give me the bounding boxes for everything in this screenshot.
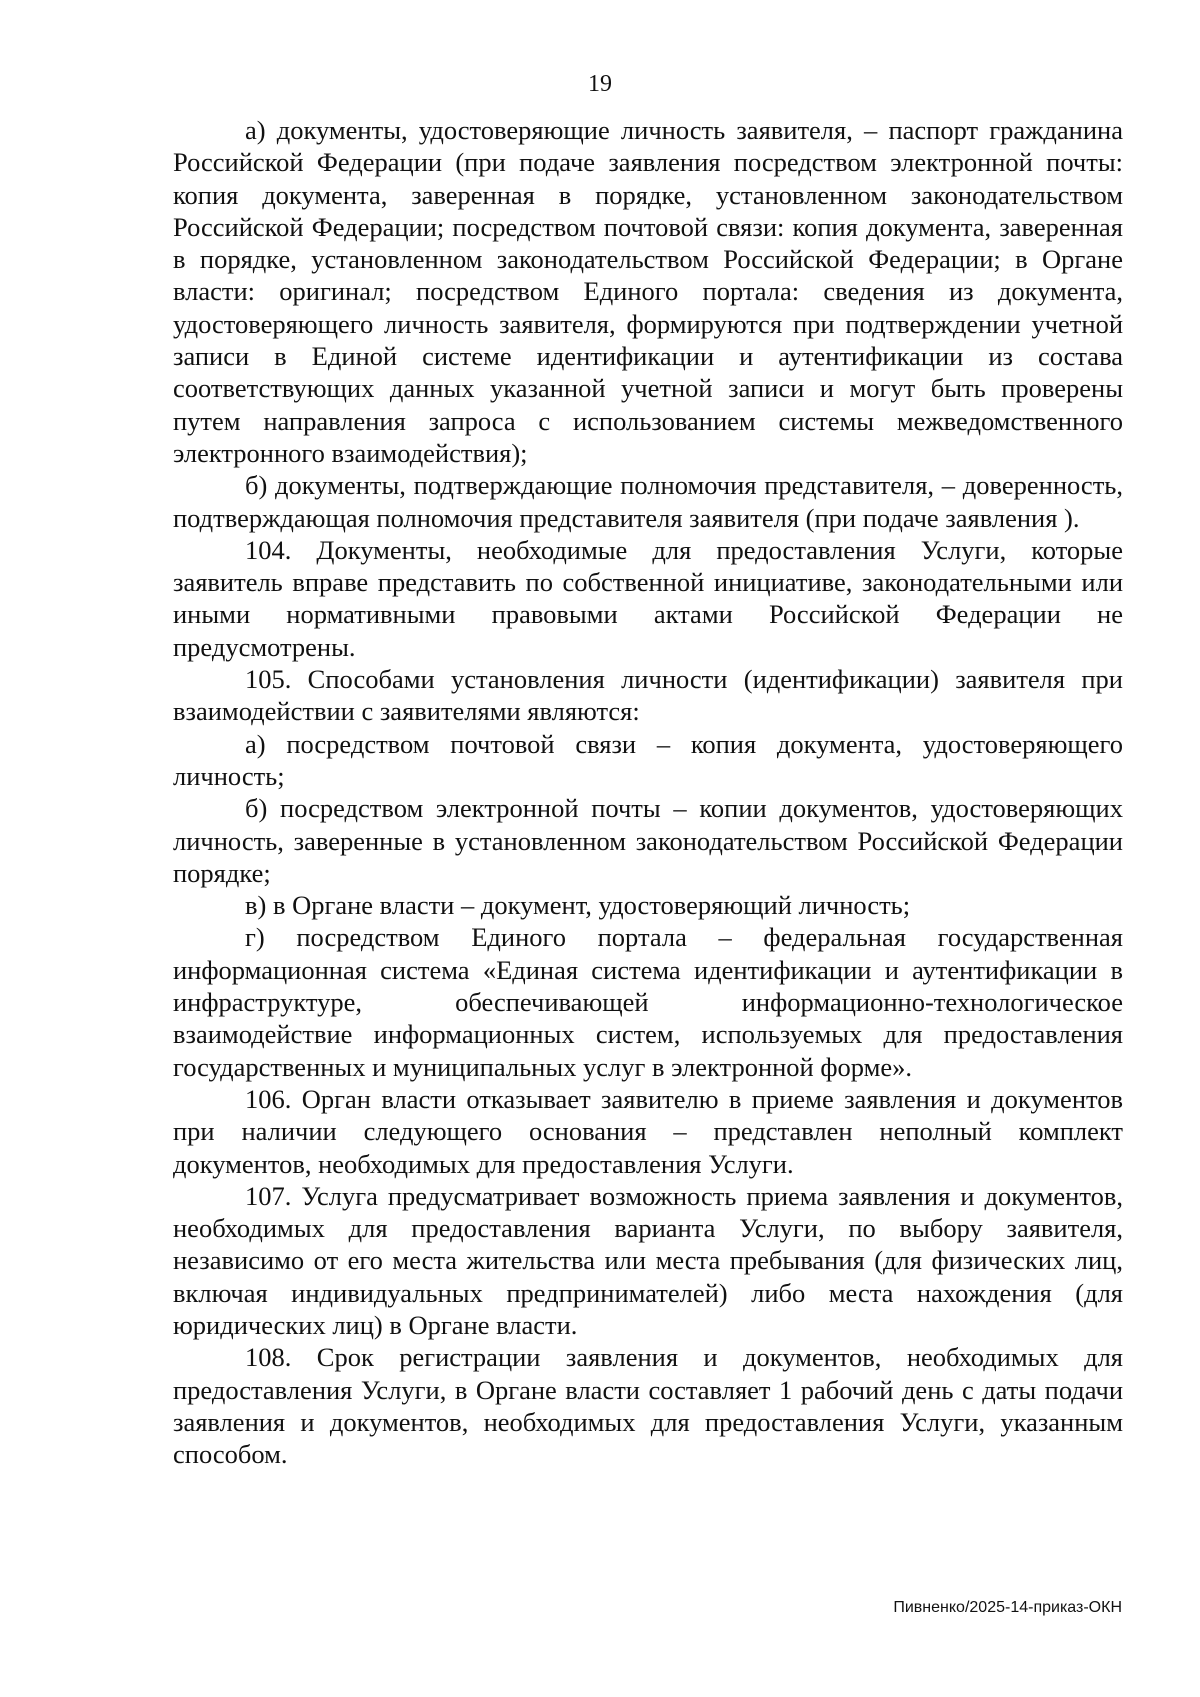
- paragraph-b-representative-docs: б) документы, подтверждающие полномочия представителя, – доверенность, подтверждающая полномочия представителя заявителя (при подаче заявления ).: [173, 470, 1123, 533]
- paragraph-106: 106. Орган власти отказывает заявителю в приеме заявления и документов при наличии следующего основания – представлен неполный комплект документов, необходимых для предоставления Услуги.: [173, 1083, 1123, 1179]
- paragraph-105: 105. Способами установления личности (идентификации) заявителя при взаимодействии с заявителями являются:: [173, 664, 1123, 727]
- paragraph-108: 108. Срок регистрации заявления и документов, необходимых для предоставления Услуги, в Органе власти составляет 1 рабочий день с даты подачи заявления и документов, необходимых для предоставления Услуги, указанным способом.: [173, 1342, 1123, 1470]
- document-body: [173, 114, 1123, 1470]
- paragraph-107: 107. Услуга предусматривает возможность приема заявления и документов, необходимых для предоставления варианта Услуги, по выбору заявителя, независимо от его места жительства или места пребывания (для физических лиц, включая индивидуальных предпринимателей) либо места нахождения (для юридических лиц) в Органе власти.: [173, 1180, 1123, 1340]
- paragraph-105-b: б) посредством электронной почты – копии документов, удостоверяющих личность, заверенные в установленном законодательством Российской Федерации порядке;: [173, 793, 1123, 888]
- paragraph-105-g: г) посредством Единого портала – федеральная государственная информационная система «Единая система идентификации и аутентификации в инфраструктуре, обеспечивающей информационно-технологическое взаимодействие информационных систем, используемых для предоставления государственных и муниципальных услуг в электронной форме».: [173, 922, 1123, 1082]
- paragraph-104: 104. Документы, необходимые для предоставления Услуги, которые заявитель вправе представить по собственной инициативе, законодательными или иными нормативными правовыми актами Российской Федерации не предусмотрены.: [173, 534, 1123, 662]
- page-number: 19: [588, 71, 612, 97]
- paragraph-a-identity-docs: а) документы, удостоверяющие личность заявителя, – паспорт гражданина Российской Федерации (при подаче заявления посредством электронной почты: копия документа, заверенная в порядке, установленном законодательством Российской Федерации; посредством почтовой связи: копия документа, заверенная в порядке, установленном законодательством Российской Федерации; в Органе власти: оригинал; посредством Единого портала: сведения из документа, удостоверяющего личность заявителя, формируются при подтверждении учетной записи в Единой системе идентификации и аутентификации из состава соответствующих данных указанной учетной записи и могут быть проверены путем направления запроса с использованием системы межведомственного электронного взаимодействия);: [173, 115, 1123, 468]
- paragraph-105-a: а) посредством почтовой связи – копия документа, удостоверяющего личность;: [173, 728, 1123, 791]
- paragraph-105-v: в) в Органе власти – документ, удостоверяющий личность;: [245, 890, 911, 921]
- document-reference-code: Пивненко/2025-14-приказ-ОКН: [893, 1599, 1122, 1616]
